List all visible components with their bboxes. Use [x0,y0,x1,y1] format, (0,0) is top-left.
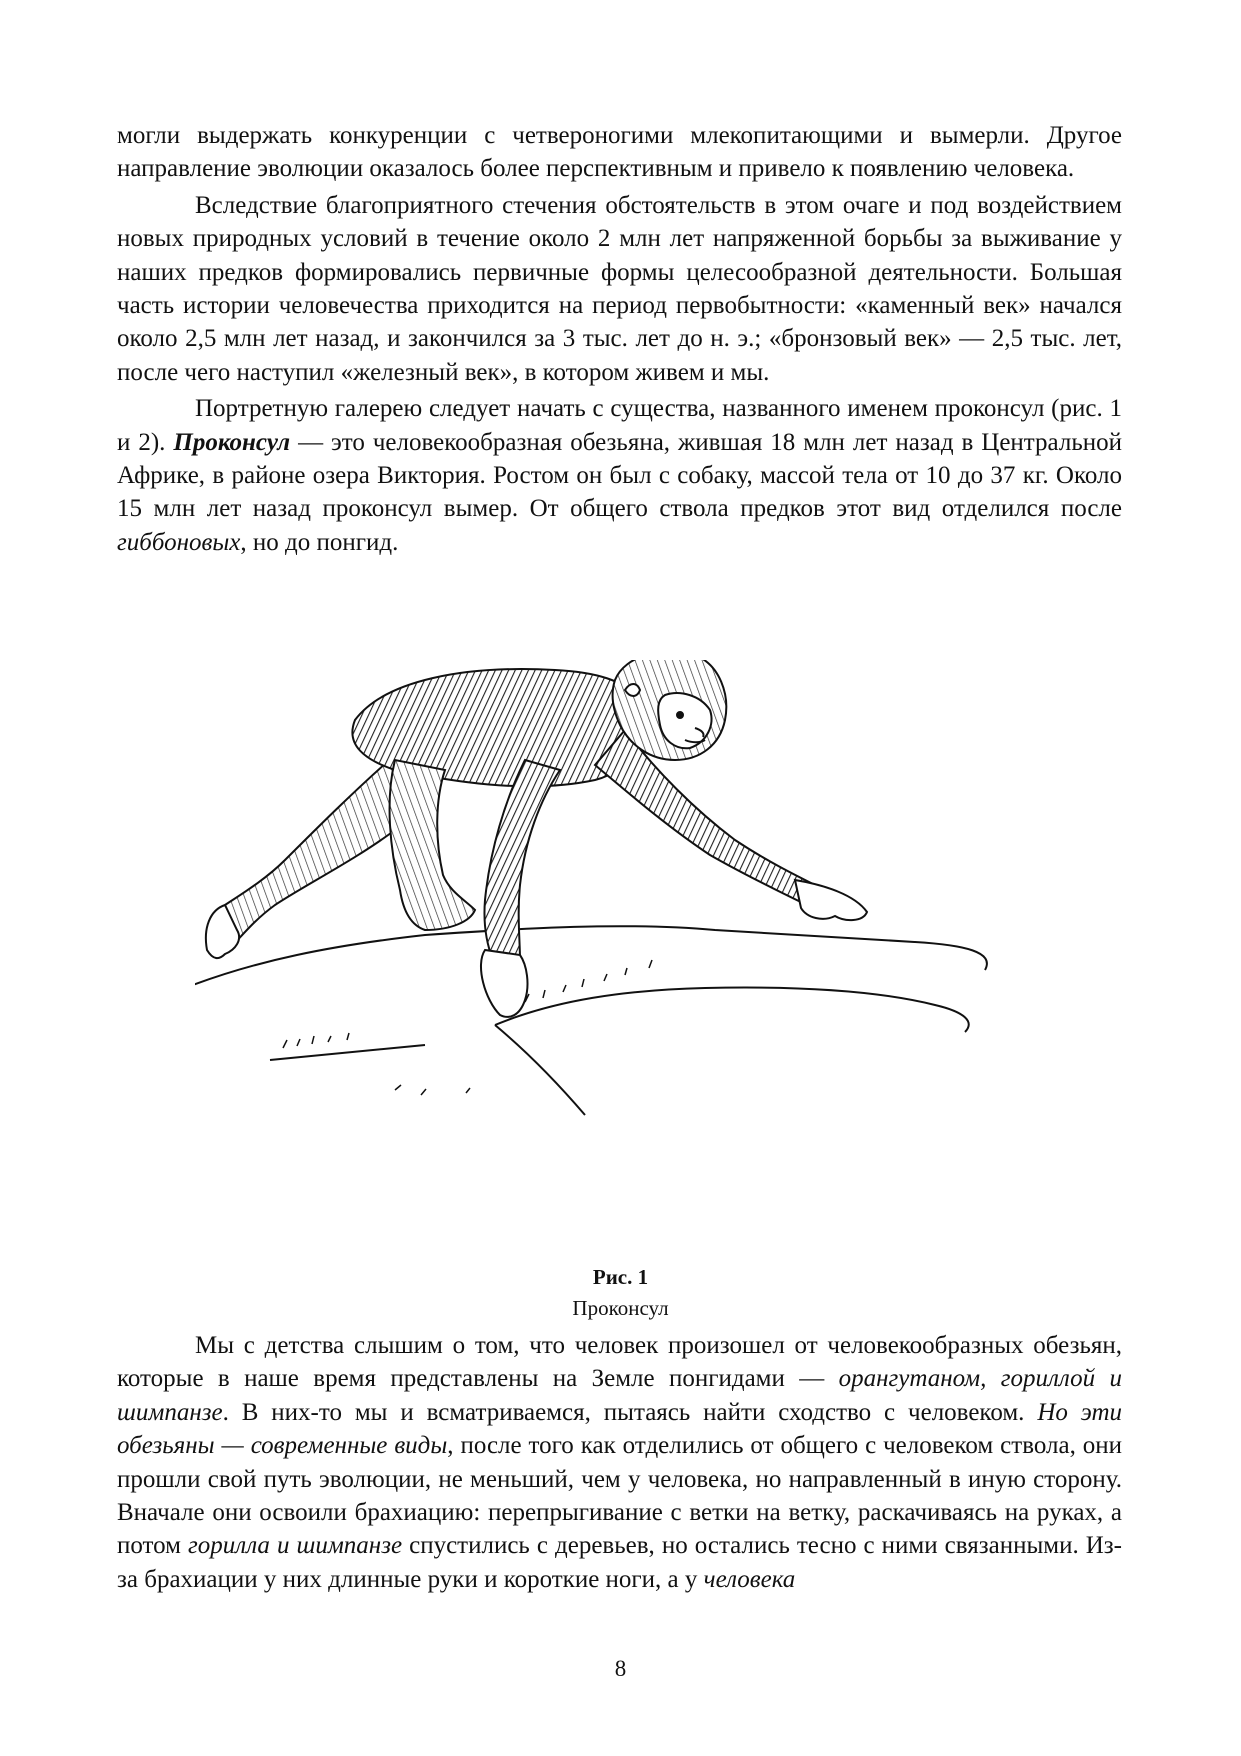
figure-title: Рис. 1 [592,1265,649,1289]
text-block-bottom [117,1329,1122,1596]
paragraph-4-part-b: . В них-то мы и всматриваемся, пытаясь найти сходство с человеком. [222,1398,1025,1426]
text-block-top [117,119,1122,559]
term-gibbons: гиббоновых [117,528,241,556]
term-modern-species: Но эти обезьяны — современные виды [117,1398,1122,1460]
branch [195,926,987,1115]
paragraph-3-part-c: , но до понгид. [240,528,399,556]
term-human: человека [703,1565,796,1593]
page-number: 8 [614,1656,627,1681]
figure-subtitle: Проконсул [572,1296,669,1320]
paragraph-4-part-a: Мы с детства слышим о том, что человек произошел от человекообразных обезьян, которые в наше время представлены на Земле понгидами — [117,1332,1122,1393]
paragraph-1-text: могли выдержать конкуренции с четвероногими млекопитающими и вымерли. Другое направление эволюции оказалось более перспективным и привело к появлению человека. [117,122,1122,183]
term-proconsul: Проконсул [173,428,291,456]
term-gorilla-chimp: горилла и шимпанзе [188,1532,403,1560]
paragraph-1 [117,119,1122,186]
paragraph-2-text: Вследствие благоприятного стечения обстоятельств в этом очаге и под воздействием новых природных условий в течение около 2 млн лет напряженной борьбы за выживание у наших предков формировались первичные формы целесообразной деятельности. Большая часть истории человечества приходится на период первобытности: «каменный век» начался около 2,5 млн лет назад, и закончился за 3 тыс. лет до н. э.; «бронзовый век» — 2,5 тыс. лет, после чего наступил «железный век», в котором живем и мы. [117,191,1122,386]
paragraph-2 [117,189,1122,389]
paragraph-3-part-b: — это человекообразная обезьяна, жившая 18 млн лет назад в Центральной Африке, в районе озера Виктория. Ростом он был с собаку, массой тела от 10 до 37 кг. Около 15 млн лет назад проконсул вымер. От общего ствола предков этот вид отделился после [117,428,1122,523]
term-pongids-list: орангутаном, гориллой и шимпанзе [117,1365,1122,1426]
proconsul-body [206,660,867,1017]
paragraph-3 [117,392,1122,559]
paragraph-4-part-c: , после того как отделились от общего с человеком ствола, они прошли свой путь эволюции, не меньший, чем у человека, но направленный в иную сторону. Вначале они освоили брахиацию: перепрыгивание с ветки на ветку, раскачиваясь на руках, а потом [117,1432,1123,1560]
proconsul-illustration [195,660,1055,1260]
paragraph-3-part-a: Портретную галерею следует начать с существа, названного именем проконсул (рис. 1 и 2). [117,395,1122,456]
paragraph-4 [117,1329,1122,1596]
paragraph-4-part-d: спустились с деревьев, но остались тесно с ними связанными. Из-за брахиации у них длинные руки и короткие ноги, а у [117,1532,1123,1593]
